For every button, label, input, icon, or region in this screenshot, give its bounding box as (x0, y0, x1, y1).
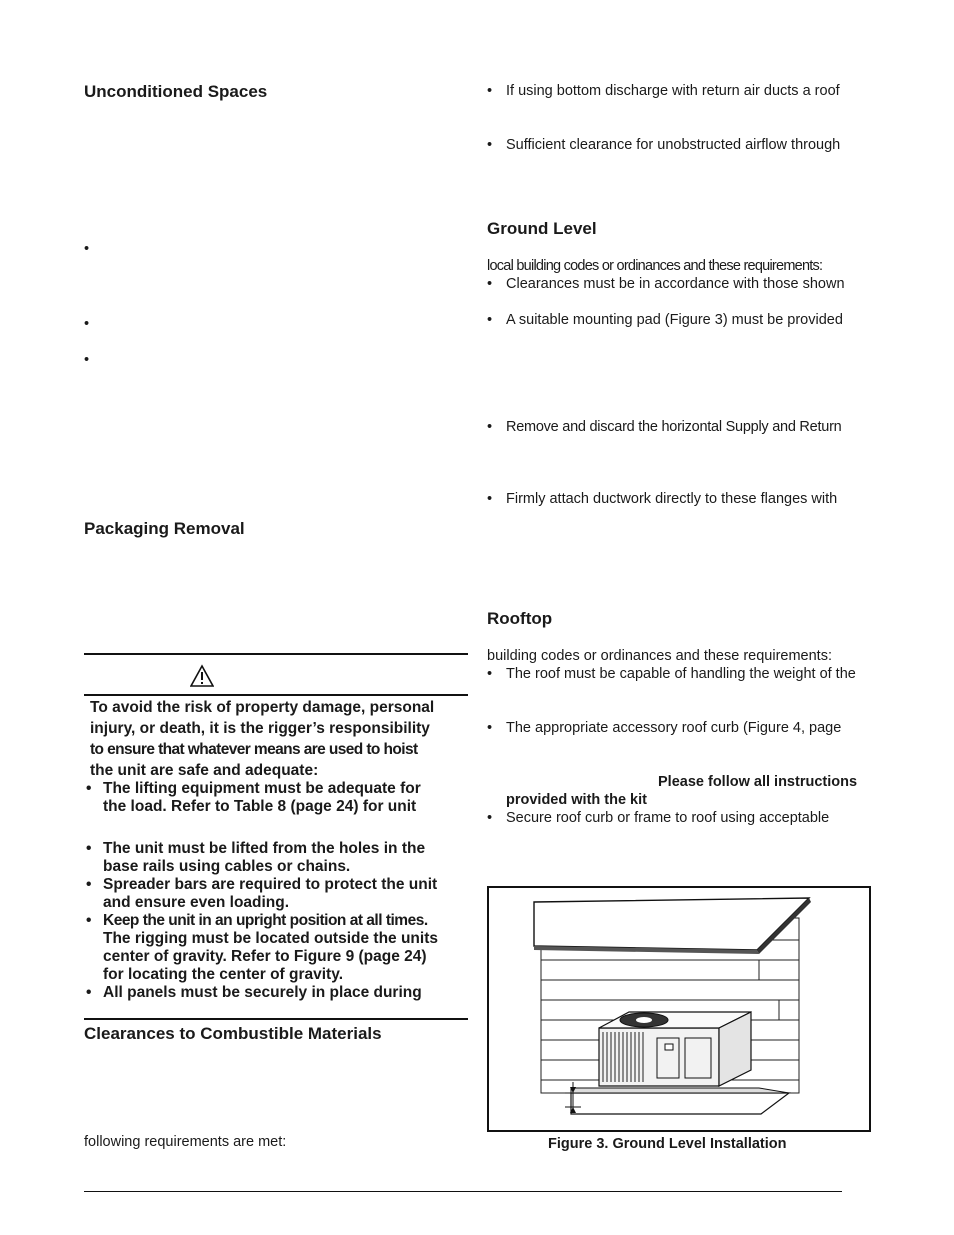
ground-level-illustration (489, 888, 869, 1130)
right-bullet-text: Firmly attach ductwork directly to these flanges with (506, 491, 838, 507)
list-item: • The unit must be lifted from the holes in the base rails using cables or chains. (86, 840, 426, 875)
warning-bullet-line: and ensure even loading. (103, 894, 290, 911)
rooftop-intro: building codes or ordinances and these requirements: (487, 648, 832, 664)
bullet-mark: • (487, 419, 493, 435)
warning-bullet-line: The lifting equipment must be adequate for (103, 780, 421, 797)
footer-rule (84, 1191, 842, 1192)
warning-bullet-line: All panels must be securely in place during (103, 984, 422, 1001)
warning-line: to ensure that whatever means are used to hoist (90, 741, 418, 758)
warning-bullet-line: base rails using cables or chains. (103, 858, 351, 875)
clearances-text: following requirements are met: (84, 1134, 287, 1150)
bullet-mark: • (487, 312, 493, 328)
rooftop-heading: Rooftop (487, 609, 553, 628)
warning-line: injury, or death, it is the rigger’s responsibility (90, 720, 430, 737)
bullet-mark: • (487, 83, 493, 99)
ground-level-heading: Ground Level (487, 219, 597, 238)
right-bullet-text: A suitable mounting pad (Figure 3) must be provided (506, 312, 843, 328)
right-bullet-text: Remove and discard the horizontal Supply and Return (506, 419, 842, 435)
warning-bullet-line: The unit must be lifted from the holes in the (103, 840, 426, 857)
warning-bullet-line: for locating the center of gravity. (103, 966, 344, 983)
figure-caption: Figure 3. Ground Level Installation (548, 1136, 787, 1152)
bullet-mark: • (84, 352, 90, 368)
bullet-mark: • (84, 241, 90, 257)
warning-line: To avoid the risk of property damage, personal (90, 699, 435, 716)
kit-note: Please follow all instructions (658, 774, 858, 790)
warning-bullet-list (86, 780, 470, 1002)
list-item: • The lifting equipment must be adequate for the load. Refer to Table 8 (page 24) for unit (86, 780, 421, 815)
figure-ground-level-installation (487, 886, 871, 1132)
bullet-mark: • (487, 666, 493, 682)
right-bullet-text: If using bottom discharge with return air ducts a roof (506, 83, 840, 99)
ground-intro: local building codes or ordinances and these requirements: (487, 258, 823, 274)
bullet-mark: • (487, 810, 493, 826)
warning-text (90, 699, 468, 780)
list-item: • Spreader bars are required to protect the unit and ensure even loading. (86, 876, 438, 911)
clearances-heading: Clearances to Combustible Materials (84, 1024, 382, 1043)
packaging-removal-heading: Packaging Removal (84, 519, 245, 538)
warning-bullet-line: center of gravity. Refer to Figure 9 (page 24) (103, 948, 427, 965)
bullet-mark: • (84, 316, 90, 332)
warning-line: the unit are safe and adequate: (90, 762, 319, 779)
bullet-mark: • (487, 276, 493, 292)
right-bullet-text: The roof must be capable of handling the weight of the (506, 666, 856, 682)
kit-note: provided with the kit (506, 792, 647, 808)
right-bullet-text: Sufficient clearance for unobstructed airflow through (506, 137, 841, 153)
right-bullet-text: Clearances must be in accordance with those shown (506, 276, 845, 292)
warning-bullet-line: the load. Refer to Table 8 (page 24) for unit (103, 798, 417, 815)
right-bullet-text: The appropriate accessory roof curb (Figure 4, page (506, 720, 842, 736)
warning-bullet-line: Spreader bars are required to protect the unit (103, 876, 438, 893)
warning-triangle-icon (190, 664, 214, 688)
warning-top-rule (84, 653, 468, 655)
bullet-mark: • (487, 720, 493, 736)
warning-header-rule (84, 694, 468, 696)
unconditioned-spaces-heading: Unconditioned Spaces (84, 82, 268, 101)
list-item: • All panels must be securely in place during (86, 984, 422, 1001)
bullet-mark: • (487, 137, 493, 153)
warning-bullet-line: The rigging must be located outside the units (103, 930, 438, 947)
list-item: • Keep the unit in an upright position at all times. The rigging must be located outside the units center of gravity. Refer to Figure 9 (page 24) for locating the center of gravity. (86, 912, 438, 983)
bullet-mark: • (487, 491, 493, 507)
right-bullet-text: Secure roof curb or frame to roof using acceptable (506, 810, 830, 826)
clearances-rule (84, 1018, 468, 1020)
warning-bullet-line: Keep the unit in an upright position at all times. (103, 912, 428, 929)
